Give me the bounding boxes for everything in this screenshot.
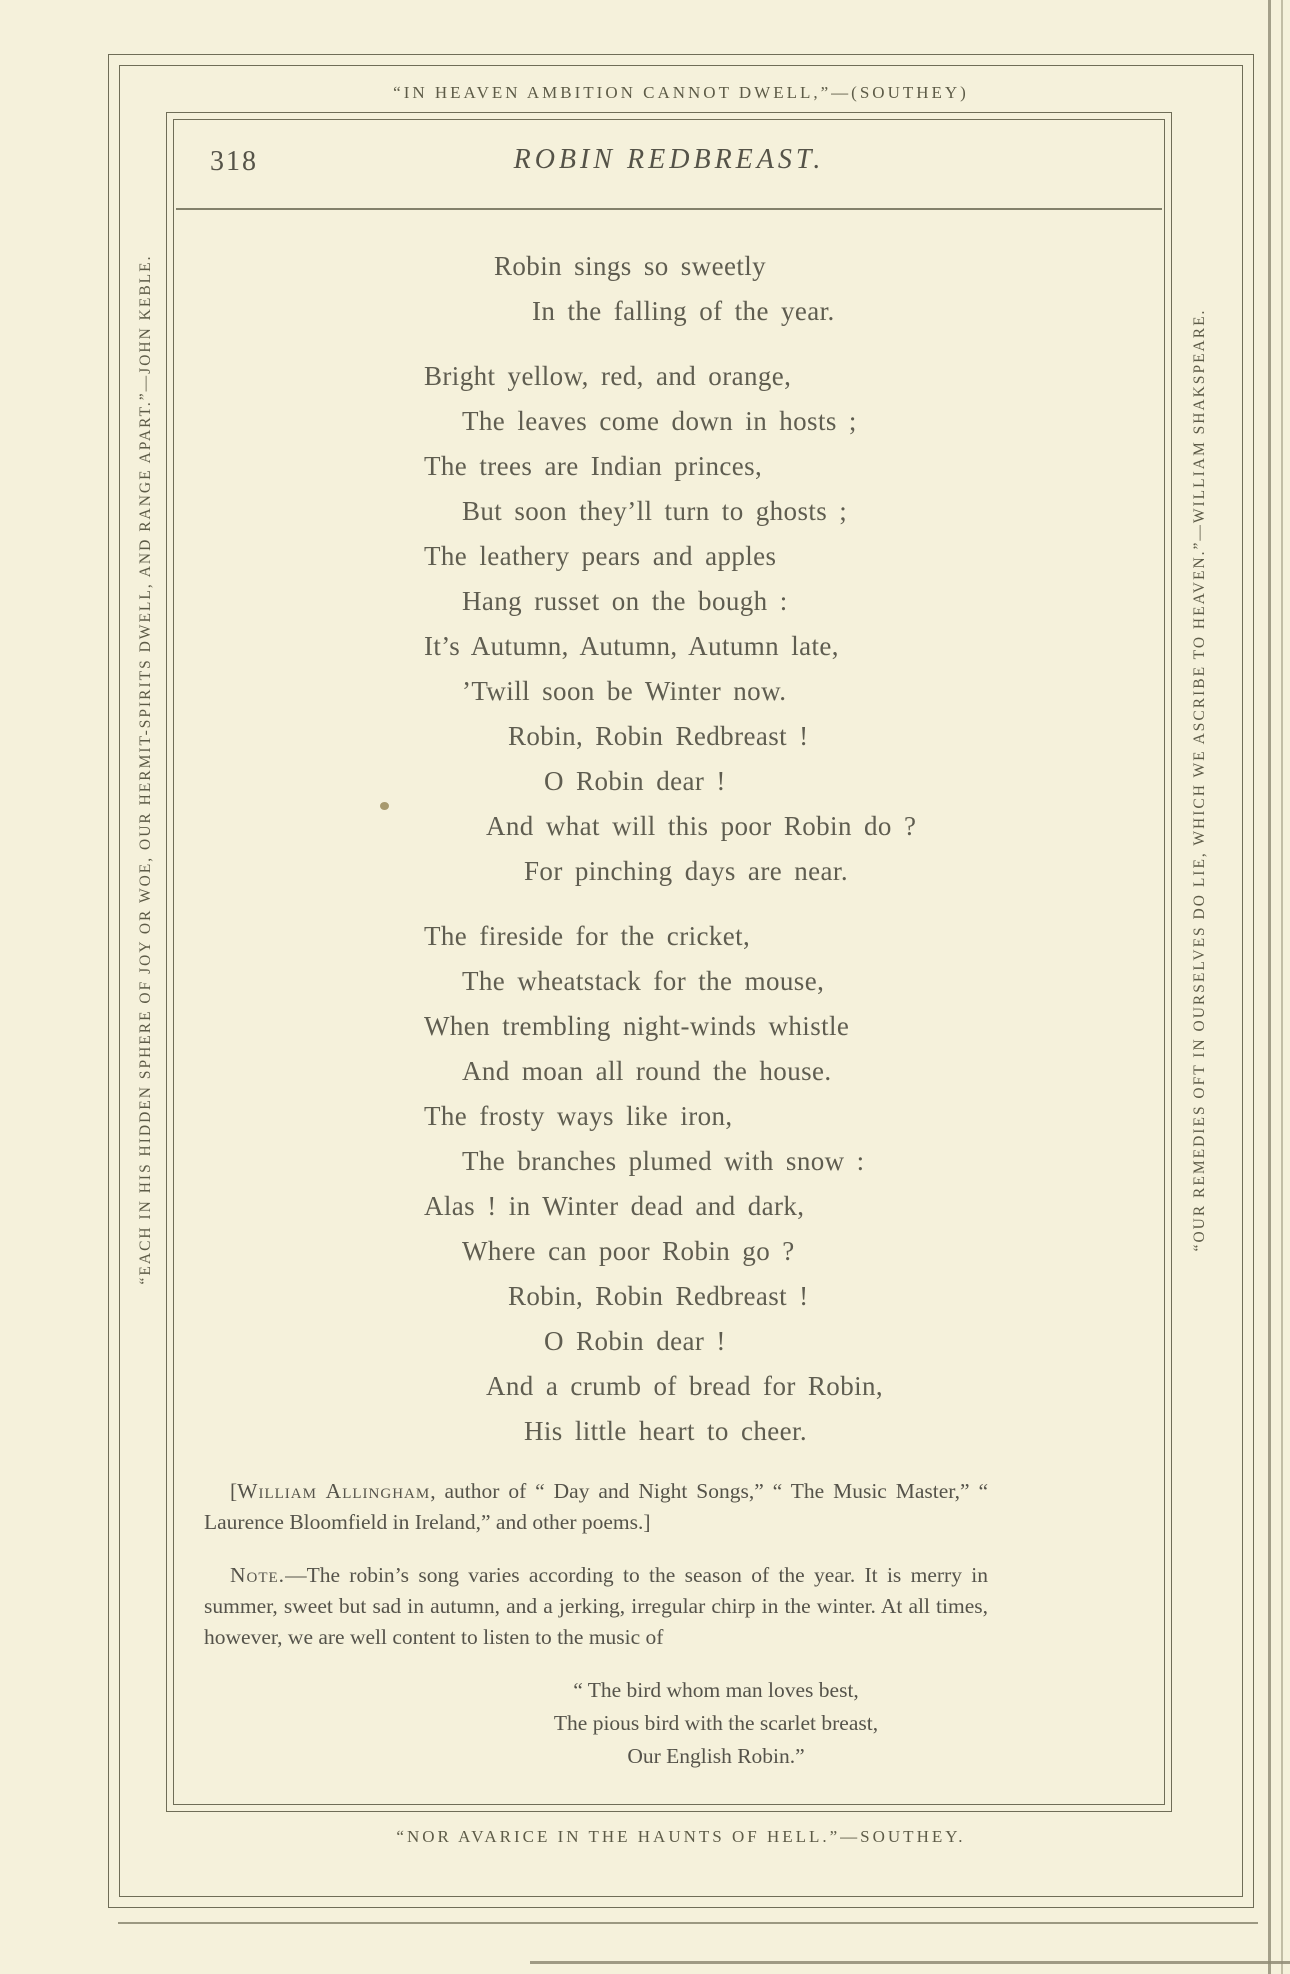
note-label: Note. [230,1562,286,1587]
page-content [176,122,1162,1802]
ink-spot [380,802,389,810]
note-text: —The robin’s song varies according to the season of the year. It is merry in summer, sweet but sad in autumn, and a jerking, irregular chirp in the winter. At all times, however, we are well content to listen to the music of [204,1562,988,1649]
poem-line: When trembling night-winds whistle [424,1011,850,1041]
poem-line: Robin, Robin Redbreast ! [508,721,809,751]
poem-line: His little heart to cheer. [524,1416,808,1446]
page-title: ROBIN REDBREAST. [513,144,825,175]
header-rule [176,208,1162,210]
poem-line: And a crumb of bread for Robin, [486,1371,884,1401]
poem-line: And moan all round the house. [462,1056,832,1086]
poem-line: Robin sings so sweetly [494,251,767,281]
page-header [176,144,1162,190]
attribution-rest: , author of “ Day and Night Songs,” “ The Music Master,” “ Laurence Bloomfield in Ireland,” and other poems.] [204,1479,988,1534]
page-number: 318 [210,146,258,177]
poem [176,244,1162,1454]
closing-verse [346,1674,1086,1773]
attribution-bracket: [ [230,1479,238,1503]
poem-line: Bright yellow, red, and orange, [424,361,792,391]
poem-line: In the falling of the year. [532,296,835,326]
editor-note [204,1560,988,1653]
poem-line: But soon they’ll turn to ghosts ; [462,496,848,526]
poem-line: And what will this poor Robin do ? [486,811,917,841]
margin-quote-right: “OUR REMEDIES OFT IN OURSELVES DO LIE, WHICH WE ASCRIBE TO HEAVEN.”—WILLIAM SHAKSPEARE. [1191,308,1208,1252]
poem-line: The wheatstack for the mouse, [462,966,825,996]
verse-line: The pious bird with the scarlet breast, [553,1711,879,1735]
page-edge-line-bottom [118,1922,1258,1924]
stanza [176,244,1162,334]
margin-quote-left: “EACH IN HIS HIDDEN SPHERE OF JOY OR WOE, OUR HERMIT-SPIRITS DWELL, AND RANGE APART.”—JOHN KEBLE. [137,254,154,1285]
attribution-author: William Allingham [237,1479,431,1503]
poem-line: For pinching days are near. [524,856,848,886]
poem-line: It’s Autumn, Autumn, Autumn late, [424,631,839,661]
poem-line: The fireside for the cricket, [424,921,751,951]
page-edge-line-right [1268,0,1271,1974]
poem-line: The branches plumed with snow : [462,1146,865,1176]
margin-quote-top: “IN HEAVEN AMBITION CANNOT DWELL,”—(SOUTHEY) [393,83,969,102]
page-edge-line-bottom-2 [530,1961,1290,1964]
poem-line: O Robin dear ! [544,766,726,796]
page-edge-line-right-2 [1281,0,1283,1974]
content-box [166,112,1172,1812]
attribution [204,1476,988,1538]
poem-line: Where can poor Robin go ? [462,1236,795,1266]
poem-line: Robin, Robin Redbreast ! [508,1281,809,1311]
stanza [176,914,1162,1454]
poem-line: The leaves come down in hosts ; [462,406,857,436]
poem-line: Hang russet on the bough : [462,586,788,616]
verse-line: Our English Robin.” [627,1744,805,1768]
poem-line: O Robin dear ! [544,1326,726,1356]
poem-line: Alas ! in Winter dead and dark, [424,1191,805,1221]
poem-line: ’Twill soon be Winter now. [462,676,787,706]
poem-line: The frosty ways like iron, [424,1101,733,1131]
poem-line: The trees are Indian princes, [424,451,763,481]
margin-quote-bottom: “NOR AVARICE IN THE HAUNTS OF HELL.”—SOUTHEY. [396,1827,966,1846]
verse-line: “ The bird whom man loves best, [573,1678,859,1702]
stanza [176,354,1162,894]
poem-line: The leathery pears and apples [424,541,777,571]
